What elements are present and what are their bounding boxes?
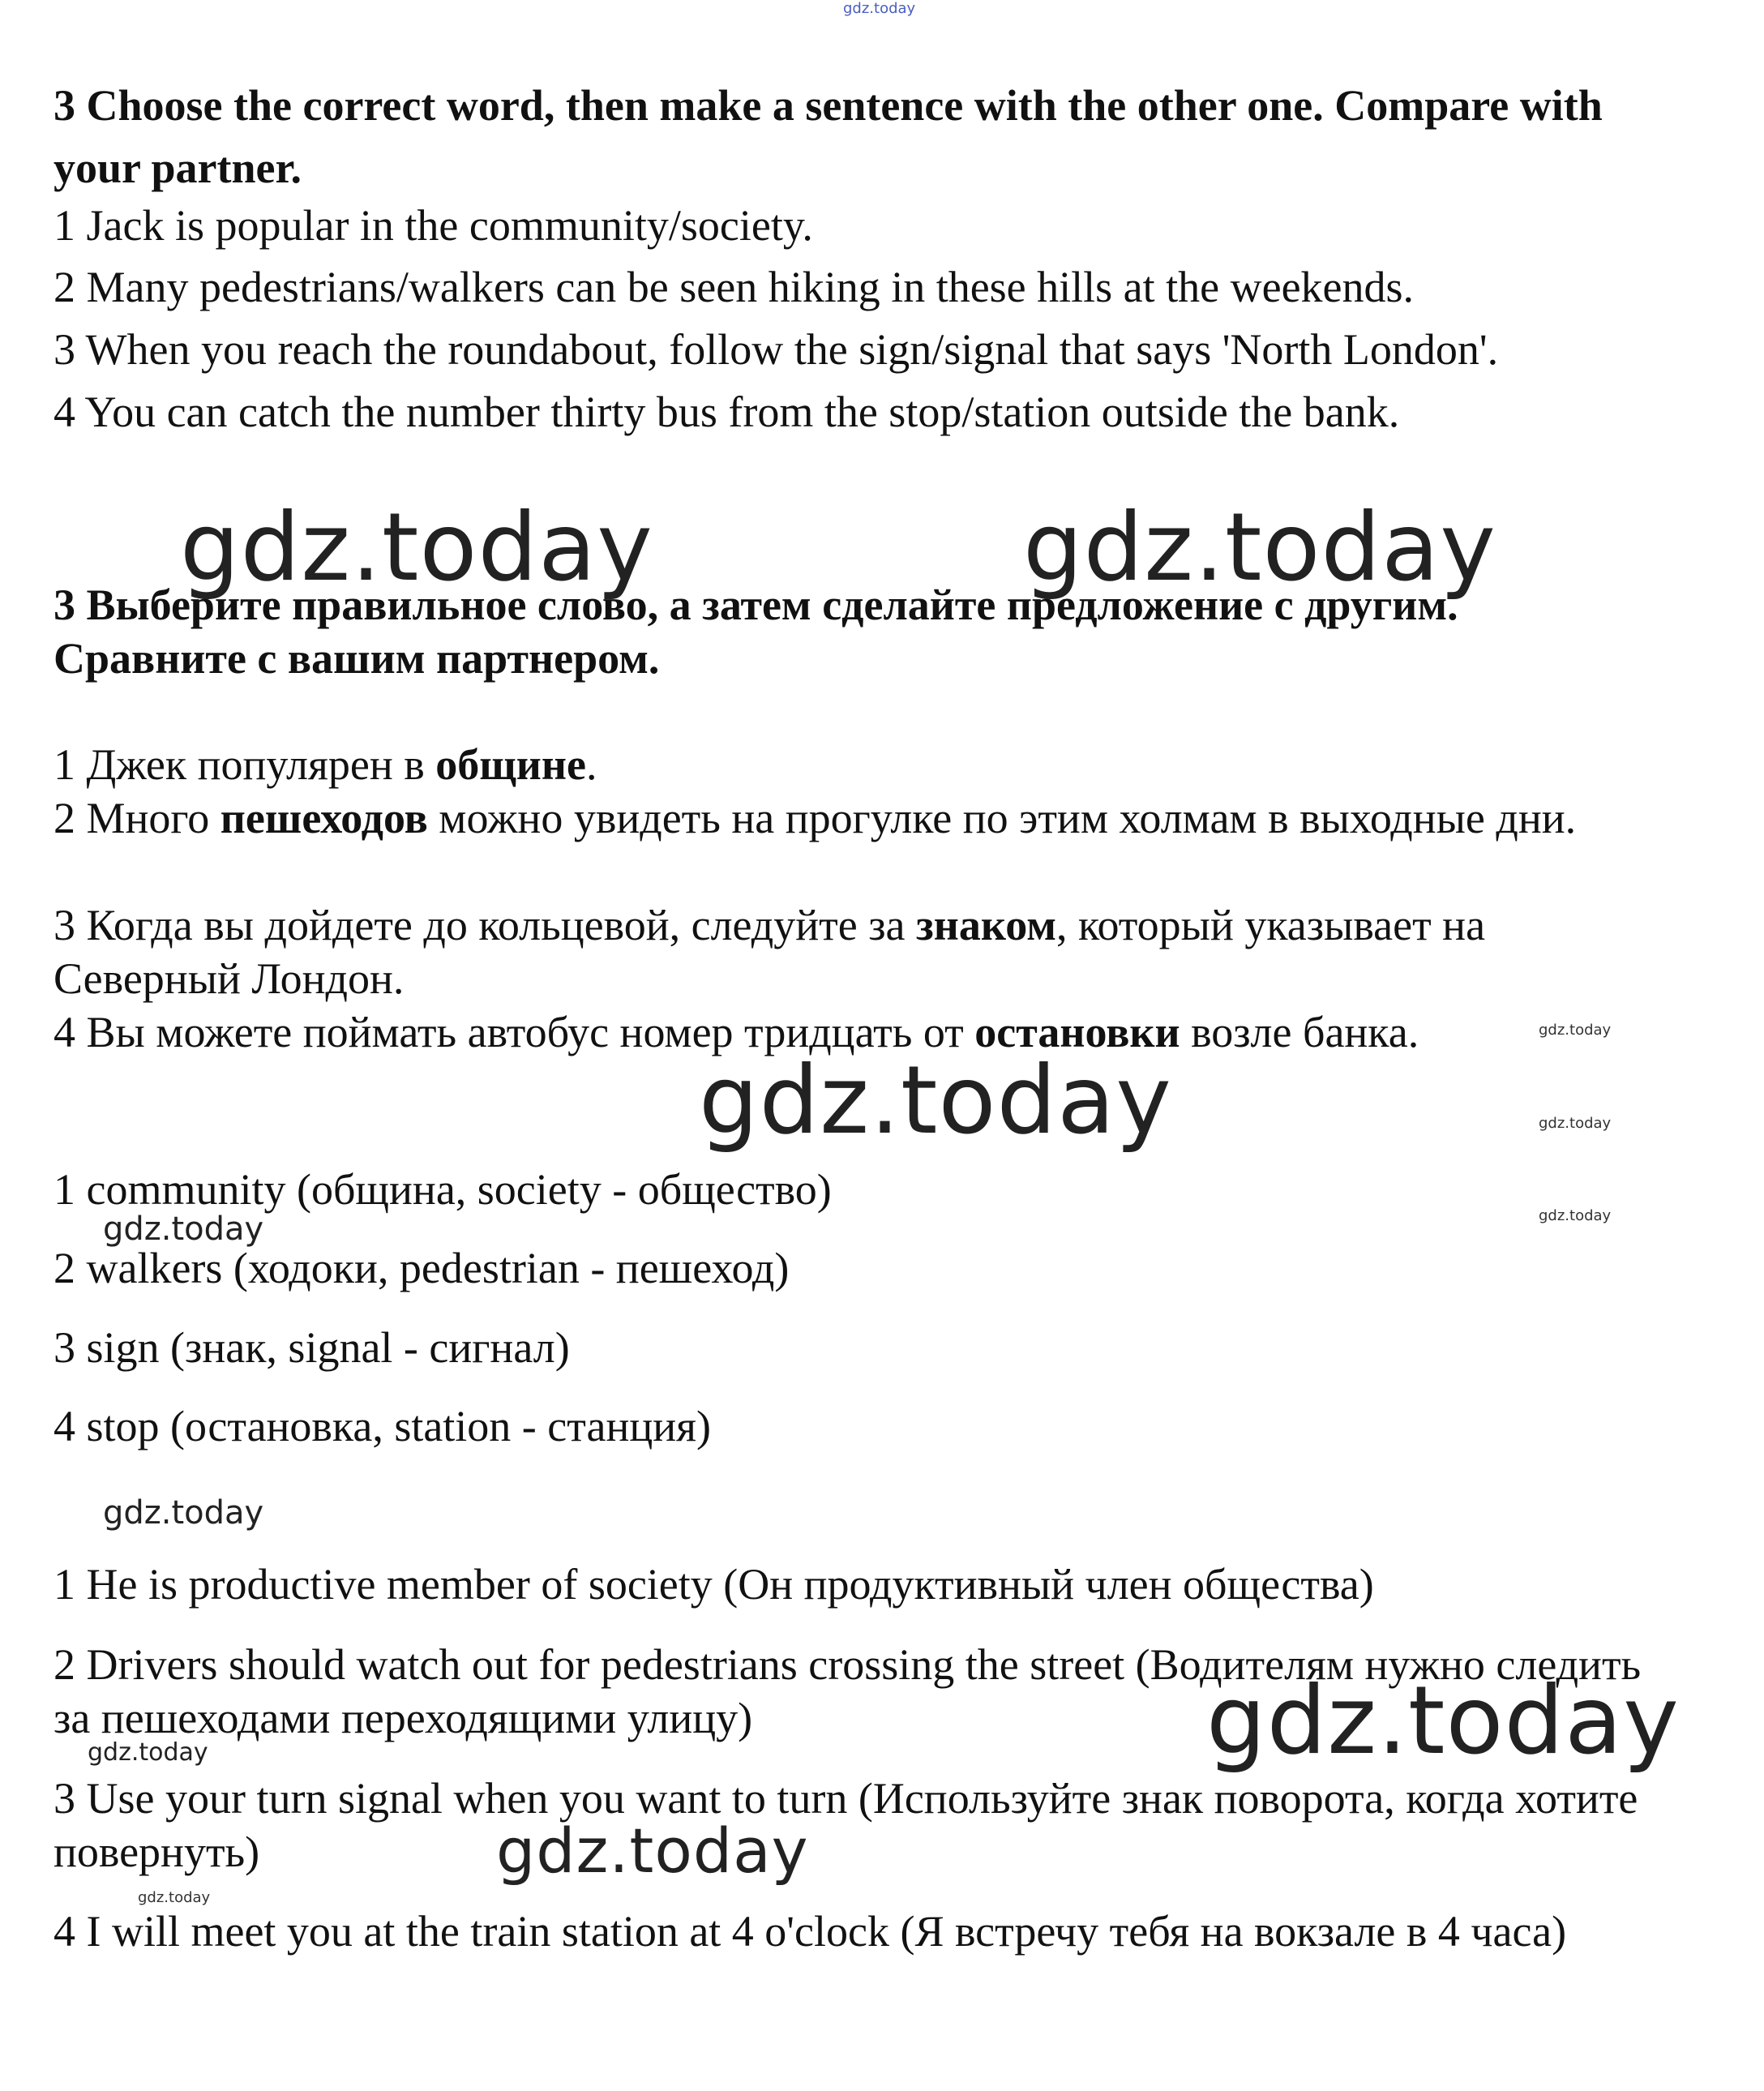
task-en-title: 3 Choose the correct word, then make a sentence with the other one. Compare with your partner. <box>54 81 1603 192</box>
watermark-medium-2: gdz.today <box>103 1494 264 1532</box>
task-ru-item-4-post: возле банка. <box>1180 1008 1419 1056</box>
watermark-small-left-1: gdz.today <box>88 1738 208 1767</box>
task-ru-item-2-pre: 2 Много <box>54 794 220 842</box>
task-en-item-4: 4 You can catch the number thirty bus from the stop/station outside the bank. <box>54 388 1400 436</box>
watermark-small-right-1: gdz.today <box>1539 1022 1612 1039</box>
answer-4: 4 stop (остановка, station - станция) <box>54 1402 712 1450</box>
task-ru-item-2 <box>54 791 1642 845</box>
task-ru-item-3-pre: 3 Когда вы дойдете до кольцевой, следуйте за <box>54 901 917 949</box>
task-ru-item-2-keyword: пешеходов <box>220 794 428 842</box>
task-ru-item-3-post: , который указывает на Северный Лондон. <box>54 901 1486 1003</box>
task-ru-item-3-keyword: знаком <box>916 901 1056 949</box>
watermark-tiny-left: gdz.today <box>138 1889 211 1906</box>
sentence-3: 3 Use your turn signal when you want to turn (Используйте знак поворота, когда хотите повернуть) <box>54 1774 1638 1876</box>
answer-1: 1 community (община, society - общество) <box>54 1165 832 1214</box>
task-ru-item-1-post: . <box>586 740 597 789</box>
task-ru-item-4-keyword: остановки <box>974 1008 1180 1056</box>
sentence-2: 2 Drivers should watch out for pedestrians crossing the street (Водителям нужно следить за пешеходами переходящими улицу) <box>54 1640 1642 1742</box>
task-en-item-1: 1 Jack is popular in the community/society. <box>54 201 813 250</box>
sentence-1: 1 He is productive member of society (Он продуктивный член общества) <box>54 1560 1374 1609</box>
watermark-large-3: gdz.today <box>699 1046 1172 1155</box>
task-ru-item-4-pre: 4 Вы можете поймать автобус номер тридцать от <box>54 1008 975 1056</box>
task-en-item-2: 2 Many pedestrians/walkers can be seen hiking in these hills at the weekends. <box>54 263 1415 311</box>
watermark-small-right-2: gdz.today <box>1539 1115 1612 1132</box>
watermark-small-right-3: gdz.today <box>1539 1207 1612 1224</box>
task-ru-item-1 <box>54 738 1642 791</box>
task-ru-title: 3 Выберите правильное слово, а затем сделайте предложение с другим. Сравните с вашим партнером. <box>54 581 1458 683</box>
task-ru-item-1-pre: 1 Джек популярен в <box>54 740 436 789</box>
sentence-4: 4 I will meet you at the train station at 4 o'clock (Я встречу тебя на вокзале в 4 часа) <box>54 1907 1567 1956</box>
task-ru-item-2-post: можно увидеть на прогулке по этим холмам в выходные дни. <box>427 794 1577 842</box>
watermark-large-2: gdz.today <box>1023 493 1496 602</box>
task-ru-item-1-keyword: общине <box>435 740 587 789</box>
watermark-large-5: gdz.today <box>496 1815 809 1887</box>
answer-2: 2 walkers (ходоки, pedestrian - пешеход) <box>54 1244 790 1292</box>
task-en-item-3: 3 When you reach the roundabout, follow the sign/signal that says 'North London'. <box>54 325 1499 374</box>
watermark-medium-1: gdz.today <box>103 1210 264 1248</box>
answer-3: 3 sign (знак, signal - сигнал) <box>54 1323 570 1372</box>
task-ru-item-3 <box>54 898 1642 1005</box>
watermark-top: gdz.today <box>843 0 916 17</box>
watermark-large-1: gdz.today <box>180 493 653 602</box>
watermark-large-4: gdz.today <box>1206 1666 1680 1776</box>
